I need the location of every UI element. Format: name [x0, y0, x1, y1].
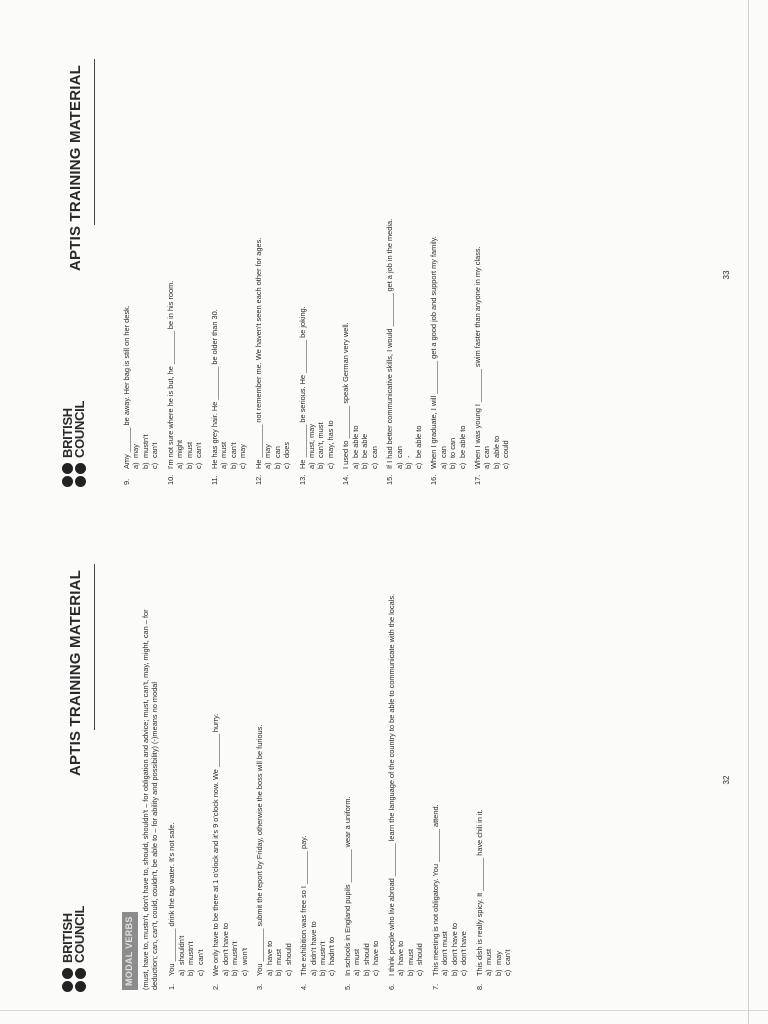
option-text: able to: [491, 435, 501, 458]
option-letter: b): [230, 969, 240, 976]
option-letter: c): [502, 969, 512, 976]
option-letter: a): [219, 462, 229, 469]
option-letter: b): [272, 462, 282, 469]
answer-option: [482, 71, 491, 469]
question-item: [298, 71, 336, 485]
answer-option: [284, 576, 293, 976]
page-33: [60, 55, 740, 495]
answer-option: [440, 576, 449, 976]
option-letter: c): [194, 462, 204, 469]
option-letter: c): [501, 462, 511, 469]
option-text: can't: [194, 442, 204, 458]
answer-options: [439, 71, 467, 485]
answer-option: [318, 576, 327, 976]
option-letter: b): [140, 462, 150, 469]
option-letter: a): [175, 462, 185, 469]
question-number: 3.: [255, 983, 265, 990]
option-text: shouldn't: [176, 935, 186, 965]
answer-option: [395, 71, 404, 469]
option-text: mustn't: [186, 941, 196, 965]
answer-options: [484, 576, 512, 990]
option-letter: a): [176, 969, 186, 976]
british-council-logo: [62, 401, 86, 487]
question-item: [299, 576, 337, 990]
answer-option: [263, 71, 272, 469]
question-item: [210, 71, 248, 485]
answer-option: [221, 576, 230, 976]
scan-edge-right: [748, 0, 749, 1024]
question-item: [341, 71, 379, 485]
option-text: don't have to: [220, 922, 230, 965]
option-text: can't: [150, 442, 160, 458]
option-text: mustn't: [318, 941, 328, 965]
option-text: must: [352, 948, 362, 965]
question-item: [385, 71, 423, 485]
question-item: [475, 576, 513, 990]
option-letter: c): [239, 969, 249, 976]
option-letter: a): [350, 462, 360, 469]
question-number: 12.: [253, 474, 263, 485]
question-item: [166, 71, 204, 485]
option-letter: b): [491, 462, 501, 469]
exercise-content: [122, 560, 512, 1000]
option-text: can: [272, 446, 282, 458]
option-letter: c): [371, 969, 381, 976]
question-number: 9.: [122, 478, 131, 485]
question-list: [122, 71, 511, 485]
option-text: should: [283, 943, 293, 965]
option-letter: a): [220, 969, 230, 976]
question-text: He ________ be serious. He ________ be joking.: [297, 306, 307, 469]
question-text: The exhibition was free so I ________ pay.: [299, 835, 309, 976]
answer-option: [439, 71, 448, 469]
logo-line-2: COUNCIL: [72, 905, 87, 963]
option-text: didn't have to: [308, 921, 318, 965]
option-letter: b): [448, 462, 458, 469]
option-text: could: [501, 440, 511, 458]
answer-option: [494, 576, 503, 976]
answer-option: [185, 71, 194, 469]
answer-options: [177, 576, 205, 990]
option-text: must: [405, 948, 415, 965]
logo-dots-icon: [62, 463, 86, 487]
header-rule: [94, 564, 95, 730]
option-text: can't: [502, 949, 512, 965]
option-text: be able: [360, 433, 370, 458]
option-letter: c): [282, 462, 292, 469]
answer-option: [351, 71, 360, 469]
option-letter: b): [449, 969, 459, 976]
answer-option: [131, 71, 140, 469]
option-text: be able to: [413, 425, 423, 458]
question-number: 11.: [209, 475, 219, 485]
answer-option: [316, 71, 325, 469]
page-32: [60, 560, 740, 1000]
option-letter: a): [394, 462, 404, 469]
question-item: [254, 71, 292, 485]
option-letter: b): [318, 969, 328, 976]
question-text: I used to ________ speak German very well.: [341, 322, 351, 469]
option-text: have to: [264, 940, 274, 965]
logo-line-1: BRITISH: [60, 913, 75, 963]
answer-options: [263, 71, 291, 485]
answer-options: [221, 576, 249, 990]
answer-option: [309, 576, 318, 976]
answer-option: [503, 576, 512, 976]
answer-options: [219, 71, 247, 485]
answer-option: [326, 71, 335, 469]
option-text: can: [394, 446, 404, 458]
answer-options: [440, 576, 468, 990]
question-number: 4.: [299, 983, 309, 990]
answer-option: [230, 576, 239, 976]
question-text: We only have to be there at 1 o'clock and it's 9 o'clock now. We ________ hurry.: [211, 713, 221, 976]
answer-options: [396, 576, 424, 990]
answer-option: [450, 576, 459, 976]
option-text: may: [238, 444, 248, 458]
british-council-logo: [62, 906, 86, 992]
question-text: This dish is really spicy. It ________ have chili in it.: [474, 809, 484, 976]
question-list: [167, 576, 512, 990]
option-text: must, may: [306, 423, 316, 458]
question-number: 8.: [474, 983, 484, 990]
answer-option: [177, 576, 186, 976]
question-item: [387, 576, 425, 990]
question-number: 2.: [211, 983, 221, 990]
question-text: I think people who live abroad ________ learn the language of the country to be able to communicate with the locals.: [386, 593, 396, 976]
option-letter: b): [361, 969, 371, 976]
page-title: APTIS TRAINING MATERIAL: [67, 570, 84, 776]
answer-options: [352, 576, 380, 990]
answer-option: [459, 576, 468, 976]
question-text: When I graduate, I will ________ get a good job and support my family.: [429, 236, 439, 469]
option-letter: c): [369, 462, 379, 469]
answer-options: [131, 71, 159, 485]
answer-options: [482, 71, 510, 485]
answer-option: [196, 576, 205, 976]
answer-options: [309, 576, 337, 990]
option-letter: b): [360, 462, 370, 469]
answer-options: [175, 71, 203, 485]
option-letter: b): [228, 462, 238, 469]
option-letter: c): [415, 969, 425, 976]
answer-option: [273, 71, 282, 469]
answer-options: [395, 71, 423, 485]
page-number: 32: [721, 775, 731, 785]
question-number: 7.: [430, 983, 440, 990]
question-item: [122, 71, 160, 485]
option-text: may: [131, 444, 141, 458]
answer-option: [265, 576, 274, 976]
option-letter: b): [316, 462, 326, 469]
answer-option: [186, 576, 195, 976]
question-number: 13.: [297, 474, 307, 485]
answer-options: [265, 576, 293, 990]
option-text: to can: [448, 437, 458, 458]
answer-option: [484, 576, 493, 976]
page-number: 33: [721, 270, 731, 280]
answer-option: [370, 71, 379, 469]
option-text: must: [274, 948, 284, 965]
option-text: may, has to: [325, 420, 335, 458]
option-letter: a): [396, 969, 406, 976]
answer-option: [415, 576, 424, 976]
option-letter: c): [457, 462, 467, 469]
question-item: [343, 576, 381, 990]
question-text: This meeting is not obligatory. You ________ attend.: [430, 804, 440, 976]
option-text: won't: [239, 947, 249, 965]
answer-option: [501, 71, 510, 469]
question-text: If I had better communicative skills, I would ________ get a job in the media.: [385, 218, 395, 469]
answer-option: [229, 71, 238, 469]
option-letter: a): [484, 969, 494, 976]
answer-option: [307, 71, 316, 469]
question-number: 17.: [473, 474, 482, 485]
section-label: MODAL VERBS: [122, 912, 138, 990]
answer-option: [396, 576, 405, 976]
option-text: -: [404, 455, 414, 458]
option-text: can't: [195, 949, 205, 965]
answer-option: [360, 71, 369, 469]
option-text: does: [282, 441, 292, 458]
option-text: should: [415, 943, 425, 965]
option-text: should: [361, 943, 371, 965]
question-number: 5.: [342, 983, 352, 990]
answer-options: [307, 71, 335, 485]
option-letter: a): [263, 462, 273, 469]
question-text: He has grey hair. He ________ be older than 30.: [209, 309, 219, 469]
option-text: have to: [371, 940, 381, 965]
option-text: can: [438, 446, 448, 458]
option-letter: a): [352, 969, 362, 976]
option-text: can't, must: [316, 422, 326, 458]
question-text: You ________ drink the tap water. It's not safe.: [167, 822, 177, 976]
option-text: must: [219, 441, 229, 458]
answer-option: [141, 71, 150, 469]
question-number: 6.: [386, 983, 396, 990]
answer-option: [362, 576, 371, 976]
question-text: You ________ submit the report by Friday, otherwise the boss will be furious.: [255, 724, 265, 976]
option-letter: b): [493, 969, 503, 976]
answer-option: [274, 576, 283, 976]
option-text: can: [482, 446, 492, 458]
question-item: [167, 576, 205, 990]
answer-option: [406, 576, 415, 976]
option-letter: c): [413, 462, 423, 469]
option-text: mustn't: [140, 434, 150, 458]
option-text: don't have: [459, 931, 469, 965]
question-item: [431, 576, 469, 990]
scan-edge-bottom: [0, 1010, 768, 1011]
option-text: be able to: [350, 425, 360, 458]
option-text: must: [184, 441, 194, 458]
answer-option: [175, 71, 184, 469]
option-letter: b): [404, 462, 414, 469]
question-text: Amy ______ be away. Her bag is still on her desk.: [122, 305, 131, 469]
question-item: [255, 576, 293, 990]
option-text: be able to: [457, 425, 467, 458]
option-text: hadn't to: [327, 936, 337, 965]
answer-option: [371, 576, 380, 976]
option-letter: c): [325, 462, 335, 469]
question-text: When I was young I ________ swim faster than anyone in my class.: [473, 246, 482, 469]
option-text: have to: [396, 940, 406, 965]
exercise-content: [122, 55, 511, 495]
question-item: [473, 71, 511, 485]
question-text: I'm not sure where he is but, he ________ be in his room.: [165, 280, 175, 469]
question-number: 1.: [167, 983, 177, 990]
option-text: can't: [228, 442, 238, 458]
option-letter: c): [150, 462, 160, 469]
question-number: 15.: [385, 474, 395, 485]
option-letter: c): [238, 462, 248, 469]
option-text: mustn't: [230, 941, 240, 965]
option-letter: a): [440, 969, 450, 976]
option-letter: c): [459, 969, 469, 976]
question-item: [429, 71, 467, 485]
page-header: [60, 55, 122, 495]
answer-option: [150, 71, 159, 469]
option-letter: a): [438, 462, 448, 469]
header-rule: [94, 59, 95, 225]
option-letter: a): [308, 969, 318, 976]
answer-option: [282, 71, 291, 469]
option-letter: c): [327, 969, 337, 976]
option-letter: a): [482, 462, 492, 469]
option-letter: b): [274, 969, 284, 976]
option-letter: b): [405, 969, 415, 976]
answer-option: [414, 71, 423, 469]
option-text: don't have to: [449, 922, 459, 965]
logo-dots-icon: [62, 968, 86, 992]
question-number: 10.: [165, 474, 175, 485]
question-text: He ________ not remember me. We haven't seen each other for ages.: [253, 237, 263, 469]
option-text: don't must: [440, 931, 450, 965]
option-text: might: [175, 439, 185, 458]
logo-line-1: BRITISH: [60, 408, 75, 458]
option-letter: a): [306, 462, 316, 469]
option-letter: b): [186, 969, 196, 976]
question-number: 16.: [429, 474, 439, 485]
option-text: may: [493, 951, 503, 965]
answer-option: [404, 71, 413, 469]
intro-text: (must, have to, mustn't, don't have to, should, shouldn't – for obligation and advice; must, can't, may, might, can – for deduction; can, can't, could, couldn't, be able to – for ability and possibility) (-)means no modal: [140, 609, 159, 990]
option-letter: c): [195, 969, 205, 976]
question-number: 14.: [341, 474, 351, 485]
option-text: may: [263, 444, 273, 458]
page-header: [60, 560, 122, 1000]
option-letter: a): [264, 969, 274, 976]
answer-option: [492, 71, 501, 469]
option-letter: b): [184, 462, 194, 469]
answer-options: [351, 71, 379, 485]
answer-option: [448, 71, 457, 469]
question-text: In schools in England pupils ________ wear a uniform.: [342, 796, 352, 976]
page-title: APTIS TRAINING MATERIAL: [67, 65, 84, 271]
option-text: can: [369, 446, 379, 458]
answer-option: [238, 71, 247, 469]
option-text: must: [484, 948, 494, 965]
answer-option: [219, 71, 228, 469]
answer-option: [352, 576, 361, 976]
answer-option: [194, 71, 203, 469]
answer-option: [240, 576, 249, 976]
answer-option: [458, 71, 467, 469]
question-item: [211, 576, 249, 990]
logo-line-2: COUNCIL: [72, 400, 87, 458]
option-letter: a): [131, 462, 141, 469]
option-letter: c): [283, 969, 293, 976]
answer-option: [327, 576, 336, 976]
